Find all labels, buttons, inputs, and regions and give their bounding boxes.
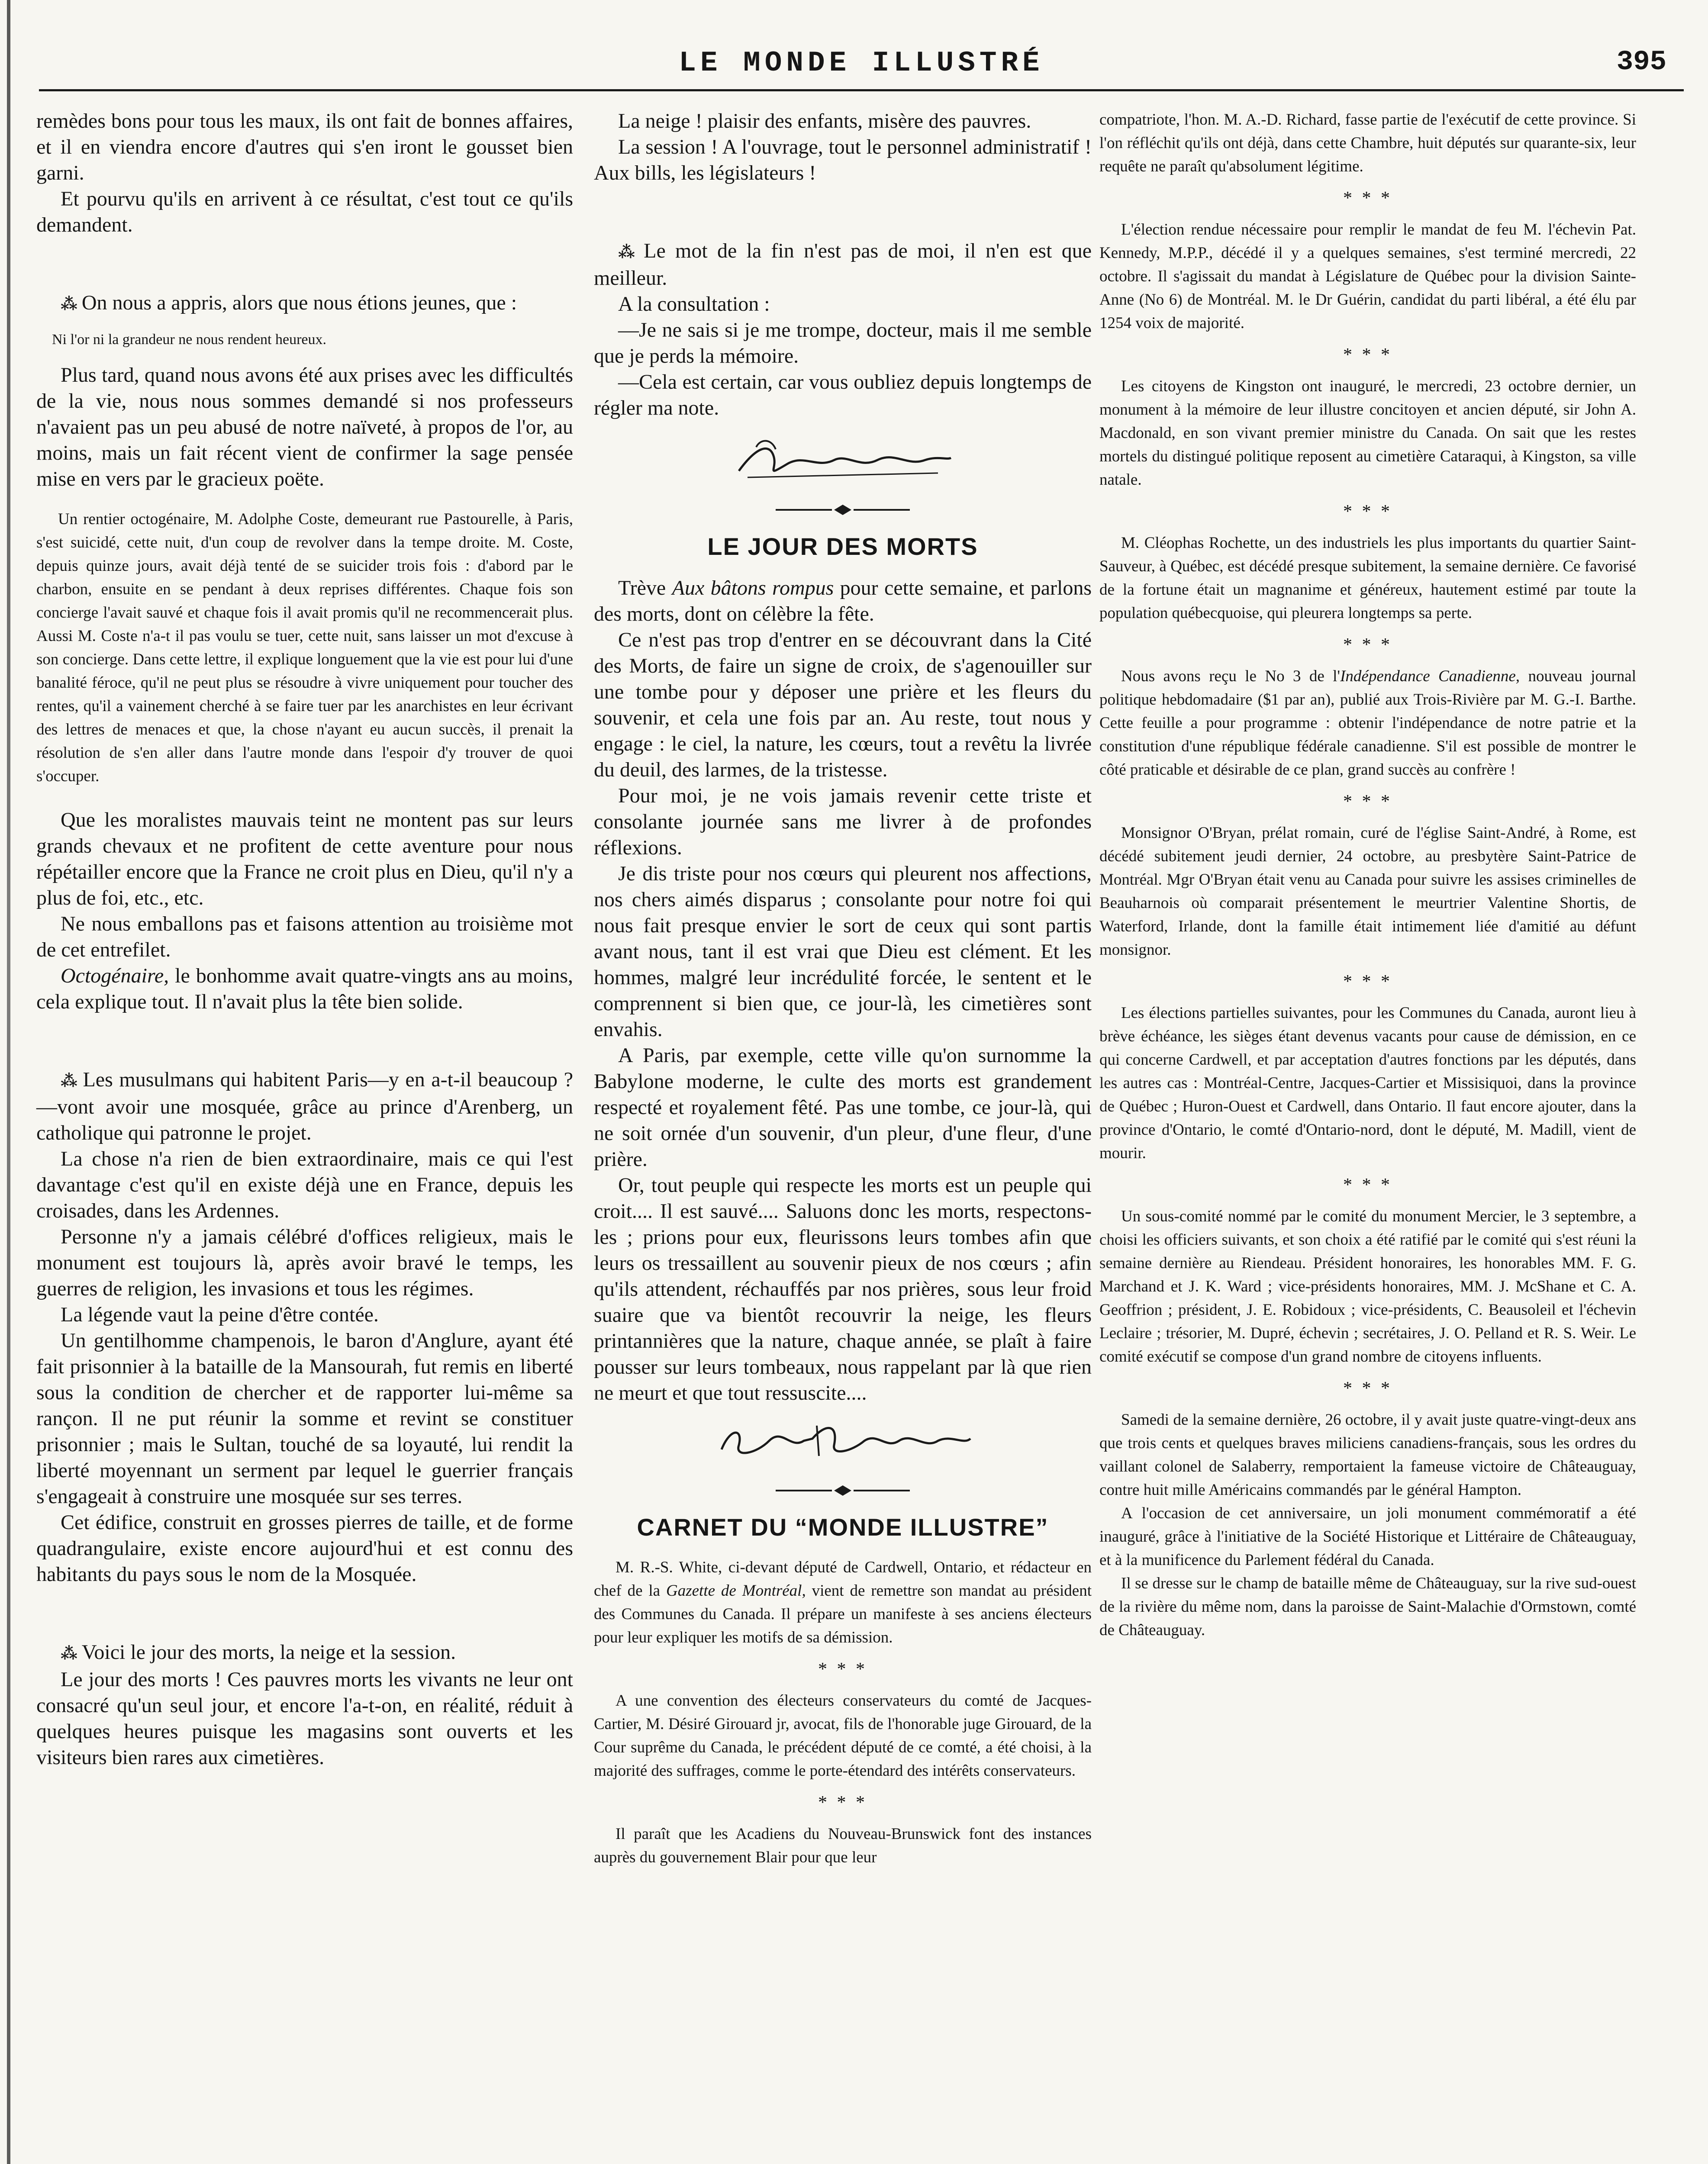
paragraph-text: Le mot de la fin n'est pas de moi, il n'en est que meilleur. xyxy=(594,239,1092,290)
paragraph-text: Les musulmans qui habitent Paris—y en a-t-il beaucoup ?—vont avoir une mosquée, grâce au prince d'Arenberg, un catholique qui patronne le projet. xyxy=(36,1068,574,1144)
paragraph xyxy=(36,1639,573,1667)
paragraph: compatriote, l'hon. M. A.-D. Richard, fasse partie de l'exécutif de cette province. Si l'on réfléchit qu'ils ont déjà, dans cette Chambre, huit députés sur quarante-six, leur requête ne paraît qu'absolument légitime. xyxy=(1099,111,1636,175)
masthead-title: LE MONDE ILLUSTRÉ xyxy=(679,47,1044,79)
paragraph xyxy=(594,575,1092,627)
paragraph: Un gentilhomme champenois, le baron d'Anglure, ayant été fait prisonnier à la bataille de la Mansourah, fut remis en liberté sous la condition de chercher et de rapporter lui-même sa rançon. Il ne put réunir la somme et revint se constituer prisonnier ; mais le Sultan, touché de sa loyauté, lui rendit la liberté moyennant un serment par lequel le guerrier français s'engageait à construire une mosquée sur ses terres. xyxy=(36,1329,573,1508)
paragraph xyxy=(594,238,1092,291)
asterism-icon: * * * xyxy=(1343,188,1392,208)
asterism-icon: * * * xyxy=(818,1659,867,1679)
signature-image xyxy=(709,1415,977,1467)
paragraph: Le jour des morts ! Ces pauvres morts les vivants ne leur ont consacré qu'un seul jour, et encore l'a-t-on, en réalité, réduit à quelques heures puisque les magasins sont ouverts et les visiteurs bien rares aux cimetières. xyxy=(36,1668,573,1769)
paragraph: Personne n'y a jamais célébré d'offices religieux, mais le monument est toujours là, après avoir bravé le temps, les guerres de religion, les invasions et tous les régimes. xyxy=(36,1225,573,1300)
paragraph xyxy=(1099,665,1636,782)
paragraph-text: Nous avons reçu le No 3 de l' xyxy=(1121,667,1341,685)
emphasis: Octogénaire, xyxy=(61,964,169,987)
paragraph: Or, tout peuple qui respecte les morts est un peuple qui croit.... Il est sauvé.... Saluons donc les morts, respectons-les ; prions pour eux, fleurissons leurs tombes afin que leurs os tressaillent au souvenir pieux de nos cœurs ; afin qu'ils attendent, réchauffés par nos prières, sous leur froid suaire que va bientôt recouvrir la neige, les fleurs printannières que la nature, chaque année, se plaît à faire pousser sur leurs tombeaux, nous rappelant par là que rien ne meurt et que tout ressuscite.... xyxy=(594,1174,1092,1404)
paragraph: La chose n'a rien de bien extraordinaire, mais ce qui l'est davantage c'est qu'il en existe déjà une en France, depuis les croisades, dans les Ardennes. xyxy=(36,1147,573,1222)
paragraph xyxy=(36,963,573,1015)
verse-quote: Ni l'or ni la grandeur ne nous rendent heureux. xyxy=(52,332,326,348)
asterism-icon: ⁂ xyxy=(61,1645,77,1663)
emphasis: Indépendance Canadienne, xyxy=(1340,667,1520,685)
paragraph: Je dis triste pour nos cœurs qui pleurent nos affections, nos chers aimés disparus ; consolante pour notre foi qui nous fait presque envier le sort de ceux qui sont partis avant nous, tant il est vrai que Dieu est clément. Et les hommes, malgré leur incrédulité forcée, le sentent et le comprennent si bien que, ce jour-là, les cimetières sont envahis. xyxy=(594,862,1092,1041)
paragraph xyxy=(36,290,573,317)
paragraph: L'élection rendue nécessaire pour remplir le mandat de feu M. l'échevin Pat. Kennedy, M.P.P., décédé il y a quelques semaines, s'est terminé mercredi, 22 octobre. Il s'agissait du mandat à Législature de Québec pour la division Sainte-Anne (No 6) de Montréal. M. le Dr Guérin, candidat du parti libéral, a été élu par 1254 voix de majorité. xyxy=(1099,221,1636,332)
paragraph-text: vient de remettre son mandat au président des Communes du Canada. Il prépare un manifeste à ses anciens électeurs pour leur expliquer les motifs de sa démission. xyxy=(594,1582,1092,1646)
paragraph-text: M. R.-S. White, ci-devant député de Cardwell, Ontario, et rédacteur en chef de la xyxy=(594,1559,1092,1600)
asterism-icon: * * * xyxy=(1343,345,1392,365)
emphasis: Gazette de Montréal, xyxy=(666,1582,806,1600)
paragraph: Samedi de la semaine dernière, 26 octobre, il y avait juste quatre-vingt-deux ans que trois cents et quelques braves miliciens canadiens-français, sous les ordres du vaillant colonel de Salaberry, remportaient la fameuse victoire de Châteauguay, contre huit mille Américains commandés par le général Hampton. xyxy=(1099,1411,1636,1499)
news-item xyxy=(36,508,573,788)
asterism-icon: ⁂ xyxy=(618,243,640,261)
section-title-carnet: CARNET DU “MONDE ILLUSTRE” xyxy=(637,1514,1049,1541)
paragraph: Un sous-comité nommé par le comité du monument Mercier, le 3 septembre, a choisi les officiers suivants, et son choix a été ratifié par le comité qui s'est réuni la semaine dernière au Riendeau. Président honoraires, les honorables MM. F. G. Marchand et J. K. Ward ; vice-présidents honoraires, MM. J. McShane et C. A. Geoffrion ; président, J. E. Robidoux ; vice-présidents, C. Beausoleil et l'échevin Leclaire ; trésorier, M. Dupré, échevin ; secrétaires, J. O. Pelland et R. S. Weir. Le comité exécutif se compose d'un grand nombre de citoyens influents. xyxy=(1099,1208,1636,1365)
paragraph: A Paris, par exemple, cette ville qu'on surnomme la Babylone moderne, le culte des morts est grandement respecté et royalement fêté. Pas une tombe, ce jour-là, qui ne soit ornée d'un souvenir, d'un pleur, d'une fleur, d'une prière. xyxy=(594,1044,1092,1171)
paragraph: A l'occasion de cet anniversaire, un joli monument commémoratif a été inauguré, grâce à l'initiative de la Société Historique et Littéraire de Châteauguay, et à la munificence du Parlement fédéral du Canada. xyxy=(1099,1504,1636,1569)
paragraph: Un rentier octogénaire, M. Adolphe Coste, demeurant rue Pastourelle, à Paris, s'est suicidé, cette nuit, d'un coup de revolver dans la tempe droite. M. Coste, depuis quinze jours, avait déjà tenté de se suicider trois fois : d'abord par le charbon, ensuite en se pendant à deux reprises différentes. Chaque fois son concierge l'avait sauvé et chaque fois il avait promis qu'il ne recommencerait plus. Aussi M. Coste n'a-t il pas voulu se tuer, cette nuit, sans laisser un mot d'excuse à son concierge. Dans cette lettre, il explique longuement que la vie est pour lui d'une banalité féroce, qu'il ne peut plus se résoudre à vivre uniquement pour toucher des rentes, qu'il a vainement cherché à se faire tuer par les anarchistes en leur écrivant des lettres de menaces et que, la chose n'ayant eu aucun succès, il prenait la résolution de s'en aller dans l'autre monde dans l'espoir d'y trouver de quoi s'occuper. xyxy=(36,510,573,785)
paragraph: A la consultation : xyxy=(618,293,770,316)
paragraph xyxy=(36,1067,573,1146)
carnet-items xyxy=(594,1556,1092,1869)
paragraph: Il se dresse sur le champ de bataille même de Châteauguay, sur la rive sud-ouest de la rivière du même nom, dans la paroisse de Saint-Malachie d'Ormstown, comté de Châteauguay. xyxy=(1099,1575,1636,1639)
paragraph: —Je ne sais si je me trompe, docteur, mais il me semble que je perds la mémoire. xyxy=(594,319,1092,367)
paragraph xyxy=(594,1556,1092,1649)
asterism-icon: * * * xyxy=(1343,635,1392,655)
signature-image xyxy=(730,430,955,486)
asterism-icon: * * * xyxy=(1343,502,1392,522)
asterism-icon: * * * xyxy=(1343,972,1392,992)
paragraph: Ne nous emballons pas et faisons attention au troisième mot de cet entrefilet. xyxy=(36,912,573,961)
paragraph: La légende vaut la peine d'être contée. xyxy=(61,1303,379,1326)
paragraph: Pour moi, je ne vois jamais revenir cette triste et consolante journée sans me livrer à de profondes réflexions. xyxy=(594,784,1092,859)
ornament-divider xyxy=(771,503,914,516)
asterism-icon: * * * xyxy=(818,1793,867,1813)
asterism-icon: * * * xyxy=(1343,1175,1392,1195)
paragraph: Monsignor O'Bryan, prélat romain, curé de l'église Saint-André, à Rome, est décédé subitement jeudi dernier, 24 octobre, au presbytère Saint-Patrice de Montréal. Mgr O'Bryan était venu au Canada pour suivre les assises criminelles de Beauharnois où comparait présentement le meurtrier Valentine Shortis, de Waterford, Irlande, dont la famille était intimement liée d'amitié au défunt monsignor. xyxy=(1099,824,1636,959)
asterism-icon: * * * xyxy=(1343,792,1392,812)
paragraph-text: nouveau journal politique hebdomadaire ($1 par an), publié aux Trois-Rivière par M. G.-I. Barthe. Cette feuille a pour programme : obtenir l'indépendance de notre patrie et la constitution d'une république fédérale canadienne. S'il est possible de montrer le côté praticable et désirable de ce plan, grand succès au confrère ! xyxy=(1099,667,1636,779)
paragraph-text: le bonhomme avait quatre-vingts ans au moins, cela explique tout. Il n'avait plus la tête bien solide. xyxy=(36,964,573,1013)
column-right xyxy=(1099,108,1636,1642)
paragraph-text: On nous a appris, alors que nous étions jeunes, que : xyxy=(81,291,517,314)
emphasis: Aux bâtons rompus xyxy=(672,576,834,599)
paragraph: A une convention des électeurs conservateurs du comté de Jacques-Cartier, M. Désiré Girouard jr, avocat, fils de l'honorable juge Girouard, de la Cour suprême du Canada, le précédent député de ce comté, a été choisi, à la majorité des suffrages, comme le porte-étendard des intérêts conservateurs. xyxy=(594,1692,1092,1780)
paragraph: Les citoyens de Kingston ont inauguré, le mercredi, 23 octobre dernier, un monument à la mémoire de leur illustre concitoyen et ancien député, sir John A. Macdonald, en son vivant premier ministre du Canada. On sait que les restes mortels du distingué politique reposent au cimetière Cataraqui, à Kingston, sa ville natale. xyxy=(1099,377,1636,489)
paragraph: La session ! A l'ouvrage, tout le personnel administratif ! Aux bills, les législateurs ! xyxy=(594,135,1092,184)
header-rule xyxy=(39,89,1684,91)
paragraph: M. Cléophas Rochette, un des industriels les plus importants du quartier Saint-Sauveur, à Québec, est décédé presque subitement, la semaine dernière. Ce favorisé de la fortune était un magnanime et généreux, hautement estimé par toute la population québecquoise, qui pleurera longtemps sa perte. xyxy=(1099,534,1636,622)
paragraph: Les élections partielles suivantes, pour les Communes du Canada, auront lieu à brève échéance, les sièges étant devenus vacants pour cause de démission, en ce qui concerne Cardwell, et par acceptation d'autres fonctions par les députés, dans les autres cas : Montréal-Centre, Jacques-Cartier et Missisiquoi, dans la province de Québec ; Huron-Ouest et Cardwell, dans Ontario. Il faut encore ajouter, dans la province d'Ontario, le comté d'Ontario-nord, dont le député, M. Madill, vient de mourir. xyxy=(1099,1004,1636,1162)
paragraph: —Cela est certain, car vous oubliez depuis longtemps de régler ma note. xyxy=(594,370,1092,419)
binding-edge xyxy=(7,0,10,2164)
paragraph: Plus tard, quand nous avons été aux prises avec les difficultés de la vie, nous nous sommes demandé si nos professeurs n'avaient pas un peu abusé de notre naïveté, à propos de l'or, au moins, mais un fait récent vient de confirmer la sage pensée mise en vers par le gracieux poëte. xyxy=(36,364,573,490)
section-title-jour-des-morts: LE JOUR DES MORTS xyxy=(707,533,978,560)
ornament-divider xyxy=(771,1484,914,1497)
paragraph: Il paraît que les Acadiens du Nouveau-Brunswick font des instances auprès du gouvernement Blair pour que leur xyxy=(594,1825,1092,1866)
column-left xyxy=(36,108,573,1771)
paragraph-text: pour cette semaine, et parlons des morts, dont on célèbre la fête. xyxy=(594,576,1092,625)
page-number: 395 xyxy=(1616,47,1666,78)
paragraph-text: Voici le jour des morts, la neige et la session. xyxy=(81,1641,456,1664)
asterism-icon: * * * xyxy=(1343,1378,1392,1398)
page-header xyxy=(39,35,1684,100)
paragraph: remèdes bons pour tous les maux, ils ont fait de bonnes affaires, et il en viendra encore d'autres qui s'en iront le gousset bien garni. xyxy=(36,109,573,184)
paragraph: Cet édifice, construit en grosses pierres de taille, et de forme quadrangulaire, existe encore aujourd'hui et est connu des habitants du pays sous le nom de la Mosquée. xyxy=(36,1511,573,1586)
asterism-icon: ⁂ xyxy=(61,1072,79,1090)
asterism-icon: ⁂ xyxy=(61,295,77,313)
column-center xyxy=(594,108,1092,1869)
paragraph-text: Trève xyxy=(618,576,672,599)
paragraph: La neige ! plaisir des enfants, misère des pauvres. xyxy=(618,109,1031,132)
paragraph: Ce n'est pas trop d'entrer en se découvrant dans la Cité des Morts, de faire un signe de croix, de s'agenouiller sur une tombe pour y déposer une prière et les fleurs du souvenir, et cela une fois par an. Au reste, tout nous y engage : le ciel, la nature, les cœurs, tout a revêtu la livrée du deuil, des larmes, de la tristesse. xyxy=(594,628,1092,781)
paragraph: Que les moralistes mauvais teint ne montent pas sur leurs grands chevaux et ne profitent de cette aventure pour nous répétailler encore que la France ne croit plus en Dieu, qu'il n'y a plus de foi, etc., etc. xyxy=(36,808,573,909)
paragraph: Et pourvu qu'ils en arrivent à ce résultat, c'est tout ce qu'ils demandent. xyxy=(36,187,573,236)
